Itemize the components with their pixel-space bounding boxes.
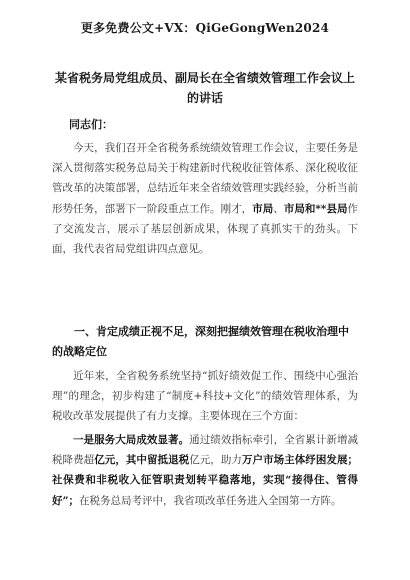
document-title (46, 68, 364, 108)
section-heading-1: 一、肯定成绩正视不足，深刻把握绩效管理在税收治理中的战略定位 (52, 325, 349, 359)
title-line-2: 的讲话 (186, 91, 223, 105)
paragraph-2: 近年来，全省税务系统坚持“抓好绩效促工作、围绕中心强治理”的理念，初步构建了“制度+科技+文化”的绩效管理体系，为税收改革发展提供了有力支撑。主要体现在三个方面： (52, 370, 358, 423)
para3-bold-2: 亿元，其中留抵退税 (94, 454, 190, 467)
para3-bold-3: 万户市场主体纾困发展；社保费和非税收入征管职责划转平稳落地，实现“接得住、管得好”； (52, 454, 359, 507)
para1-bold-1: 市局 (252, 202, 274, 215)
para3-bold-1: 一是服务大局成效显著。 (73, 434, 190, 446)
greeting: 同志们： (69, 118, 113, 131)
title-line-1: 某省税务局党组成员、副局长在全省绩效管理工作会议上 (54, 71, 355, 85)
para3-text-4: 项改革任务进入全国第一方阵。 (194, 494, 342, 507)
para1-bold-2: 市局和**县局 (283, 202, 348, 215)
para1-text-1: 今天，我们召开全省税务系统绩效管理工作会议，主要任务是深入贯彻落实税务总局关于构建新时代税收征管体系、深化税收征管改革的决策部署，总结近年来全省绩效管理实践经验，分析当前形势任务，部署下一阶段重点工作。刚才， (52, 142, 358, 215)
para1-text-2: 、 (273, 202, 284, 215)
paragraph-3 (52, 430, 358, 511)
para3-text-1: 通过绩效指标牵引，全省累计新增减税降费超 (52, 434, 359, 467)
para1-text-3: 作了交流发言，展示了基层创新成果，体现了真抓实干的劲头。下面，我代表省局党组讲四点意见。 (52, 202, 359, 256)
page-header: 更多免费公文+VX：QiGeGongWen2024 (80, 21, 330, 35)
para3-text-3: 在税务总局考评中，我省 (79, 494, 195, 507)
paragraph-1 (52, 138, 358, 259)
para3-text-2: 亿元，助力 (189, 454, 242, 467)
